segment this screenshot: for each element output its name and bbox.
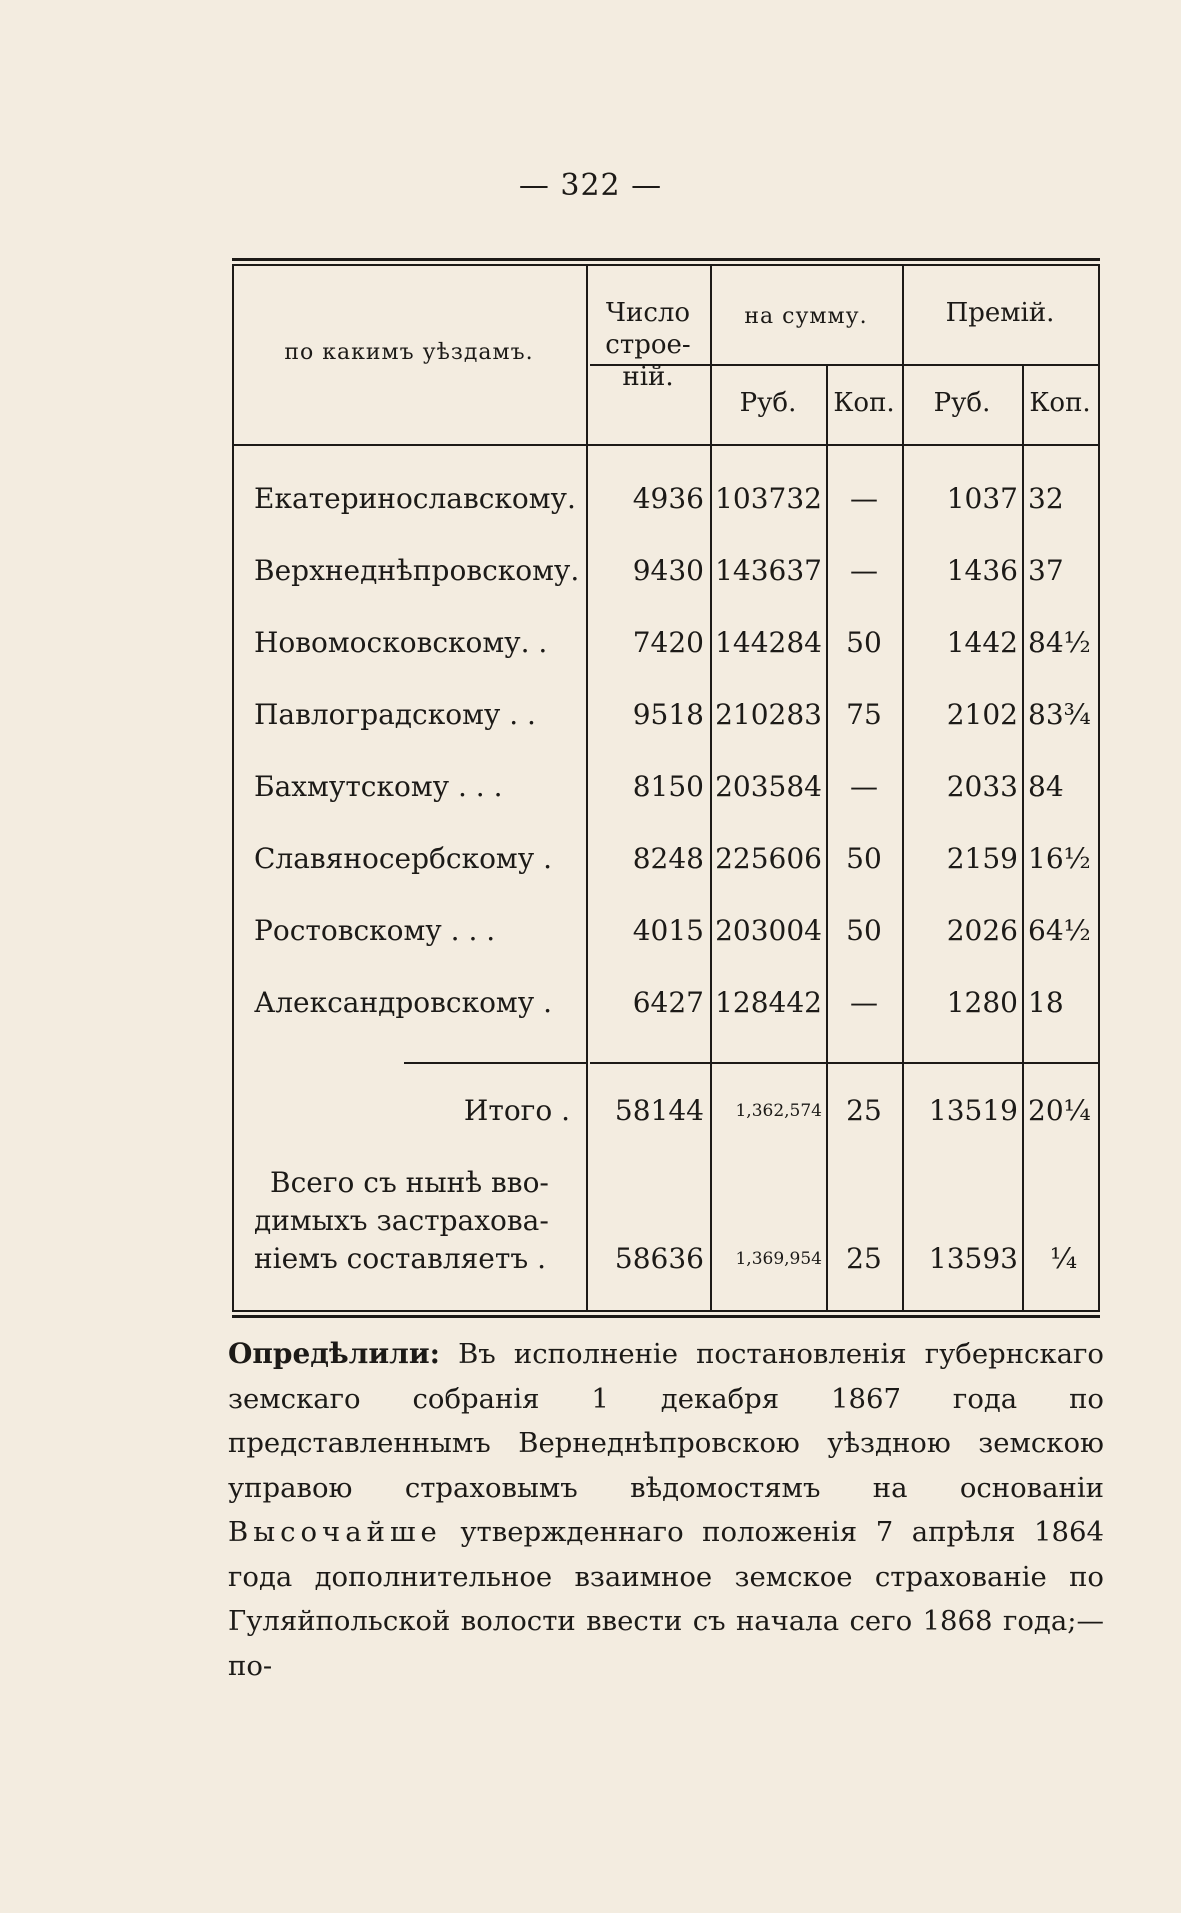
count-value: 9518: [632, 698, 704, 731]
sum-kop-value: —: [850, 986, 878, 1019]
page-number: — 322 —: [518, 168, 663, 203]
prem-rub-value: 1037: [946, 482, 1018, 515]
total-count: 58144: [614, 1094, 704, 1127]
grand-total-label-3: ніемъ составляетъ .: [254, 1242, 546, 1275]
grand-total-label-2: димыхъ застрахова-: [254, 1204, 549, 1237]
grand-total-prem-rub: 13593: [928, 1242, 1018, 1275]
count-value: 8150: [632, 770, 704, 803]
count-value: 6427: [632, 986, 704, 1019]
header-premium: Премій.: [945, 298, 1055, 328]
total-name-rule: [404, 1062, 586, 1064]
header-count-2: строе-: [605, 330, 691, 360]
sum-kop-value: —: [850, 554, 878, 587]
header-sum-rub: Руб.: [739, 388, 797, 418]
prem-kop-value: 16½: [1028, 842, 1091, 875]
prem-kop-value: 84½: [1028, 626, 1091, 659]
count-value: 9430: [632, 554, 704, 587]
header-prem-rub: Руб.: [933, 388, 991, 418]
sum-rub-value: 128442: [715, 986, 822, 1019]
header-rule: [232, 444, 1100, 446]
prem-rub-value: 2102: [946, 698, 1018, 731]
district-name: Екатеринославскому.: [254, 482, 576, 515]
sum-kop-value: —: [850, 482, 878, 515]
sum-kop-value: 50: [846, 842, 882, 875]
sum-rub-value: 203584: [715, 770, 822, 803]
sum-kop-value: —: [850, 770, 878, 803]
sum-rub-value: 210283: [715, 698, 822, 731]
district-name: Ростовскому . . .: [254, 914, 496, 947]
grand-total-prem-kop: ¼: [1050, 1242, 1078, 1275]
sum-rub-value: 103732: [715, 482, 822, 515]
col-sep-prem-kop: [1022, 364, 1024, 1310]
grand-total-label-1: Всего съ нынѣ вво-: [270, 1166, 549, 1199]
district-name: Славяносербскому .: [254, 842, 552, 875]
grand-total-count: 58636: [614, 1242, 704, 1275]
header-count-3: ній.: [622, 362, 674, 392]
district-name: Павлоградскому . .: [254, 698, 536, 731]
resolution-lead: Опредѣлили:: [228, 1337, 440, 1370]
district-name: Бахмутскому . . .: [254, 770, 503, 803]
sum-rub-value: 144284: [715, 626, 822, 659]
table-bottom-rule-thin: [232, 1310, 1100, 1312]
prem-rub-value: 1442: [946, 626, 1018, 659]
resolution-paragraph: [228, 1332, 1104, 1688]
table-top-rule: [232, 258, 1100, 261]
insurance-table: [232, 258, 1100, 1318]
total-sum-kop: 25: [846, 1094, 882, 1127]
prem-rub-value: 1280: [946, 986, 1018, 1019]
table-top-rule-thin: [232, 264, 1100, 266]
count-value: 4015: [632, 914, 704, 947]
header-district: по какимъ уѣздамъ.: [284, 340, 534, 365]
prem-rub-value: 2033: [946, 770, 1018, 803]
district-name: Новомосковскому. .: [254, 626, 548, 659]
count-value: 4936: [632, 482, 704, 515]
prem-kop-value: 83¾: [1028, 698, 1091, 731]
sum-kop-value: 75: [846, 698, 882, 731]
sum-kop-value: 50: [846, 626, 882, 659]
header-sum-kop: Коп.: [833, 388, 895, 418]
grand-total-sum-kop: 25: [846, 1242, 882, 1275]
header-count-1: Число: [605, 298, 691, 328]
sum-rub-value: 225606: [715, 842, 822, 875]
prem-rub-value: 2159: [946, 842, 1018, 875]
resolution-text-1: Въ исполненіе постановленія губернскаго земскаго собранія 1 декабря 1867 года по представленнымъ Вернеднѣпровскою уѣздною земскою управою страховымъ вѣдомостямъ на основаніи: [228, 1338, 1104, 1504]
border-right: [1098, 264, 1100, 1310]
total-prem-rub: 13519: [928, 1094, 1018, 1127]
district-name: Александровскому .: [254, 986, 552, 1019]
prem-rub-value: 2026: [946, 914, 1018, 947]
prem-kop-value: 18: [1028, 986, 1064, 1019]
border-left: [232, 264, 234, 1310]
total-label: Итого .: [463, 1094, 570, 1127]
header-sum: на сумму.: [744, 304, 868, 329]
grand-total-sum-rub: 1,369,954: [735, 1249, 822, 1269]
sum-rub-value: 143637: [715, 554, 822, 587]
sum-kop-value: 50: [846, 914, 882, 947]
total-sum-rub: 1,362,574: [735, 1101, 822, 1121]
district-name: Верхнеднѣпровскому.: [254, 554, 580, 587]
prem-kop-value: 37: [1028, 554, 1064, 587]
prem-kop-value: 32: [1028, 482, 1064, 515]
resolution-spaced-word: Высочайше: [228, 1516, 442, 1548]
table-bottom-rule: [232, 1315, 1100, 1318]
header-prem-kop: Коп.: [1029, 388, 1091, 418]
total-prem-kop: 20¼: [1028, 1094, 1091, 1127]
count-value: 7420: [632, 626, 704, 659]
sum-rub-value: 203004: [715, 914, 822, 947]
prem-kop-value: 84: [1028, 770, 1064, 803]
resolution-text-2: утвержденнаго положенія 7 апрѣля 1864 года дополнительное взаимное земское страхованіе по Гуляйпольской волости ввести съ начала сего 1868 года;—по-: [228, 1516, 1104, 1682]
prem-kop-value: 64½: [1028, 914, 1091, 947]
count-value: 8248: [632, 842, 704, 875]
prem-rub-value: 1436: [946, 554, 1018, 587]
